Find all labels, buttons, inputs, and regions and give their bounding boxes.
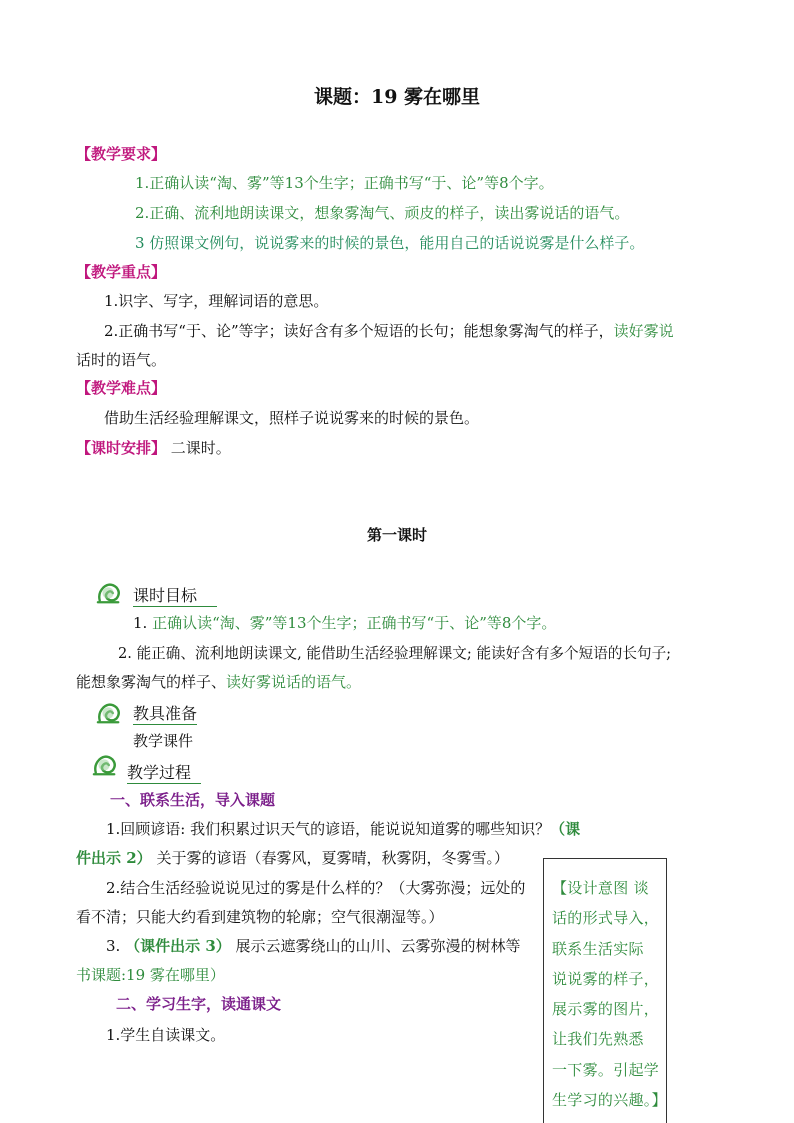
schedule-line <box>76 437 231 458</box>
process-item-3-number: 3. <box>106 937 121 955</box>
key-point-item-1: 1.识字、写字，理解词语的意思。 <box>104 292 329 310</box>
goals-heading-text: 课时目标 <box>133 586 198 605</box>
process-item-3-courseware: （课件出示 3） <box>125 937 231 955</box>
materials-item: 教学课件 <box>133 732 194 750</box>
note-line: 一下雾。引起学 <box>552 1060 660 1079</box>
materials-heading-text: 教具准备 <box>133 704 198 723</box>
process-item-4: 1.学生自读课文。 <box>106 1026 226 1044</box>
process-item-1 <box>106 818 580 839</box>
goal-item-1-number: 1. <box>133 614 148 632</box>
process-item-1-text: 1.回顾谚语: 我们积累过识天气的谚语，能说说知道雾的哪些知识？ <box>106 820 551 838</box>
note-line: 展示雾的图片， <box>552 1000 660 1019</box>
note-line: 【设计意图 谈 <box>552 879 649 897</box>
process-item-3 <box>106 935 521 956</box>
process-item-2-cont: 看不清；只能大约看到建筑物的轮廓；空气很潮湿等。） <box>76 908 444 926</box>
note-line: 让我们先熟悉 <box>552 1030 644 1049</box>
process-item-1-cont <box>76 847 509 868</box>
process-item-3-cont <box>76 964 225 985</box>
lesson-title: 第一课时 <box>366 526 427 544</box>
schedule-value: 二课时。 <box>170 439 231 457</box>
design-intent-note <box>543 858 667 1123</box>
key-point-item-2 <box>104 320 674 341</box>
snail-icon <box>96 700 122 726</box>
goal-item-2-cont <box>76 671 361 692</box>
goal-item-2-text: 能想象雾淘气的样子、 <box>76 673 227 691</box>
goals-heading <box>133 583 217 606</box>
note-line: 生学习的兴趣。】 <box>552 1091 667 1110</box>
schedule-heading: 【课时安排】 <box>76 439 167 457</box>
process-part-2-title: 二、学习生字，读通课文 <box>116 995 282 1013</box>
note-line: 联系生活实际 <box>552 939 644 958</box>
snail-icon <box>96 580 122 606</box>
note-line: 话的形式导入， <box>552 909 660 928</box>
process-item-1-courseware-b: 件出示 2） <box>76 849 152 867</box>
process-item-2: 2.结合生活经验说说见过的雾是什么样的？（大雾弥漫；远处的 <box>106 879 526 897</box>
requirement-item-1: 1.正确认读“淘、雾”等13个生字；正确书写“于、论”等8个字。 <box>135 174 554 192</box>
note-line: 说说雾的样子， <box>552 969 660 988</box>
key-point-item-2-text: 2.正确书写“于、论”等字；读好含有多个短语的长句；能想象雾淘气的样子， <box>104 322 614 340</box>
goal-item-1 <box>133 612 556 633</box>
process-item-1-courseware-a: （课 <box>550 820 581 838</box>
process-heading-text: 教学过程 <box>127 763 192 782</box>
process-item-1-proverbs: 关于雾的谚语（春雾风，夏雾晴，秋雾阴，冬雾雪。） <box>156 849 509 867</box>
process-part-1-title: 一、联系生活，导入课题 <box>110 791 276 809</box>
materials-heading <box>133 701 197 724</box>
difficulty-item: 借助生活经验理解课文，照样子说说雾来的时候的景色。 <box>104 409 480 427</box>
process-heading <box>127 760 201 783</box>
requirements-heading: 【教学要求】 <box>76 145 167 163</box>
snail-icon <box>92 752 118 778</box>
goal-item-2: 2. 能正确、流利地朗读课文, 能借助生活经验理解课文; 能读好含有多个短语的长句子; <box>118 645 672 662</box>
key-points-heading: 【教学重点】 <box>76 263 167 281</box>
page-title: 课题：19 雾在哪里 <box>313 86 481 108</box>
key-point-item-2-green: 读好雾说 <box>613 322 674 340</box>
process-item-3-text: 展示云遮雾绕山的山川、云雾弥漫的树林等 <box>235 937 521 955</box>
goal-item-1-text: 正确认读“淘、雾”等13个生字；正确书写“于、论”等8个字。 <box>152 614 557 632</box>
requirement-item-2: 2.正确、流利地朗读课文，想象雾淘气、顽皮的样子，读出雾说话的语气。 <box>135 204 630 222</box>
goal-item-2-green: 读好雾说话的语气。 <box>226 673 362 691</box>
difficulties-heading: 【教学难点】 <box>76 379 167 397</box>
key-point-item-2-cont: 话时的语气。 <box>76 351 167 369</box>
process-item-3-topic: 书课题:19 雾在哪里） <box>76 966 225 984</box>
requirement-item-3: 3 仿照课文例句，说说雾来的时候的景色，能用自己的话说说雾是什么样子。 <box>135 234 645 252</box>
